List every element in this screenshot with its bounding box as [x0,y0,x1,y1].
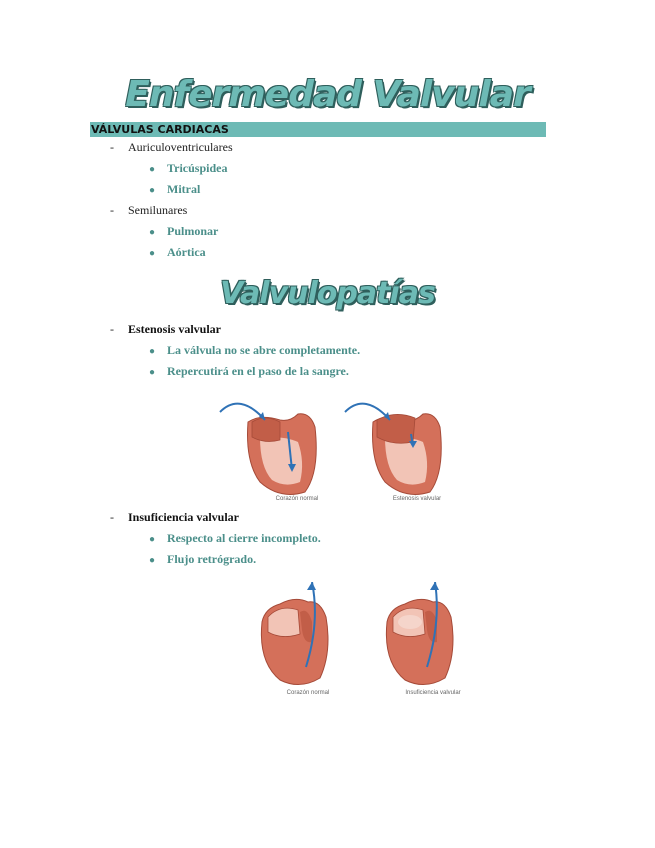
item-label: La válvula no se abre completamente. [167,343,361,357]
item-label: Aórtica [167,245,206,259]
dash-marker: - [110,203,114,217]
group-label: Estenosis valvular [128,322,222,336]
list-item-group [110,510,239,524]
heart-insufficiency [386,582,453,685]
group-label: Semilunares [128,203,188,217]
bullet-dot: ● [149,164,156,175]
caption: Insuficiencia valvular [405,690,461,696]
list-item-group [110,203,187,217]
bullet-dot: ● [149,185,156,196]
bullet-dot: ● [149,227,156,238]
section-title: Valvulopatías [220,276,435,311]
caption: Corazón normal [275,496,319,502]
item-label: Tricúspidea [167,161,228,175]
list-item-group [110,322,221,336]
list-item [149,531,321,547]
list-item [149,245,206,261]
page-title: Enfermedad Valvular [125,74,530,115]
section-header-label: VÁLVULAS CARDIACAS [91,123,229,136]
bullet-dot: ● [149,367,156,378]
item-label: Pulmonar [167,224,219,238]
heart-illustration [240,582,480,692]
list-item-group [110,140,233,154]
list-item [149,552,256,568]
list-item [149,224,218,240]
dash-marker: - [110,510,114,524]
bullet-dot: ● [149,346,156,357]
list-item [149,161,227,177]
list-item [149,343,360,359]
bullet-dot: ● [149,248,156,259]
heart-normal [220,404,316,495]
list-item [149,364,349,380]
heart-stenosis [345,404,441,495]
caption: Estenosis valvular [392,496,442,502]
item-label: Mitral [167,182,201,196]
heart-illustration [210,392,450,512]
item-label: Repercutirá en el paso de la sangre. [167,364,349,378]
item-label: Respecto al cierre incompleto. [167,531,321,545]
dash-marker: - [110,322,114,336]
group-label: Auriculoventriculares [128,140,233,154]
caption: Corazón normal [286,690,330,696]
item-label: Flujo retrógrado. [167,552,257,566]
heart-normal [261,582,328,685]
dash-marker: - [110,140,114,154]
list-item [149,182,200,198]
bullet-dot: ● [149,534,156,545]
group-label: Insuficiencia valvular [128,510,240,524]
bullet-dot: ● [149,555,156,566]
